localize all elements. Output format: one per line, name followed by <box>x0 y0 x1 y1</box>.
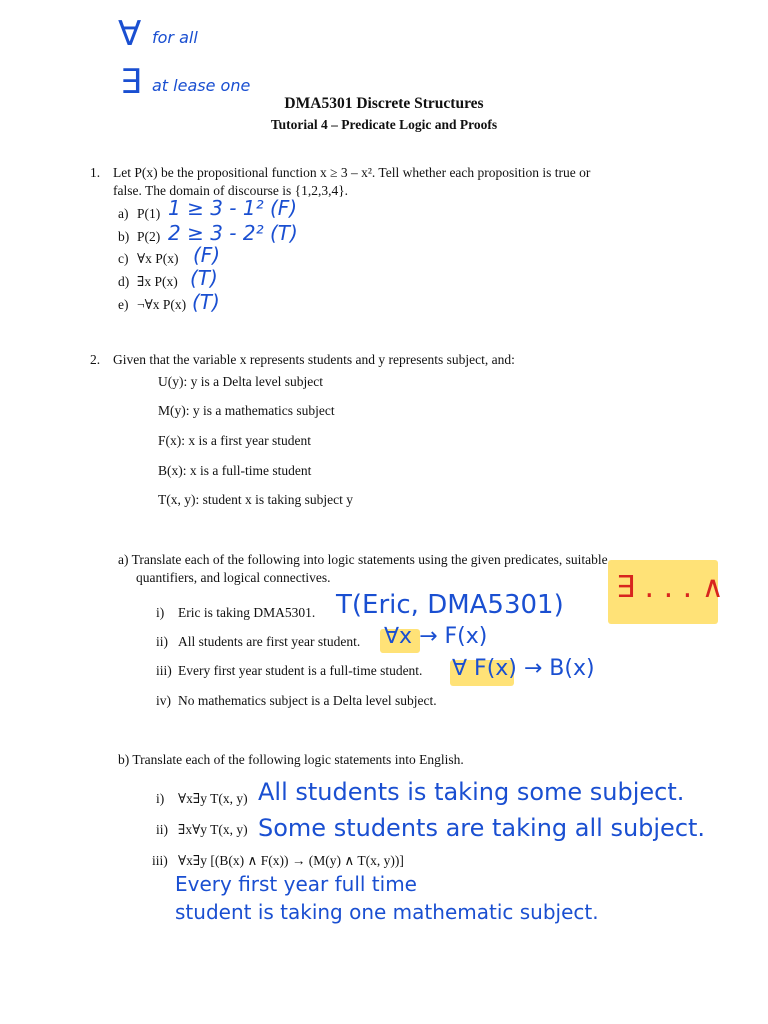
q2a-item-i-answer: T(Eric, DMA5301) <box>336 590 564 620</box>
q2a-item-i-text: Eric is taking DMA5301. <box>178 605 316 620</box>
q2b-item-ii-text: ∃x∀y T(x, y) <box>178 822 248 837</box>
q1-item-a-label: a) <box>118 206 129 221</box>
q2b-item-iii-label: iii) <box>152 853 168 868</box>
exists-symbol: ∃ <box>120 62 142 102</box>
q2-predicate-f: F(x): x is a first year student <box>158 433 311 448</box>
q1-text-line2: false. The domain of discourse is {1,2,3,4}. <box>113 183 349 198</box>
q2b-item-ii-answer: Some students are taking all subject. <box>258 814 706 842</box>
q2a-item-iii-label: iii) <box>156 663 172 678</box>
q1-item-b-label: b) <box>118 229 130 244</box>
q2a-item-ii-answer: ∀x → F(x) <box>384 624 488 649</box>
q2a-side-note: ∃ . . . ∧ <box>616 570 724 605</box>
q2-predicate-u: U(y): y is a Delta level subject <box>158 374 323 389</box>
q2b-item-i-answer: All students is taking some subject. <box>258 778 685 806</box>
q2-predicate-t: T(x, y): student x is taking subject y <box>158 492 353 507</box>
forall-note: for all <box>152 28 198 47</box>
q2a-instruction-line2: quantifiers, and logical connectives. <box>136 570 331 585</box>
q1-item-a-answer: 1 ≥ 3 - 1² (F) <box>168 196 298 220</box>
q2-intro: Given that the variable x represents students and y represents subject, and: <box>113 352 515 367</box>
q2-predicate-b: B(x): x is a full-time student <box>158 463 312 478</box>
q1-item-c-label: c) <box>118 251 129 266</box>
page-subtitle: Tutorial 4 – Predicate Logic and Proofs <box>270 117 498 132</box>
q2b-item-iii-text: ∀x∃y [(B(x) ∧ F(x)) → (M(y) ∧ T(x, y))] <box>178 853 404 868</box>
q2a-item-ii-label: ii) <box>156 634 168 649</box>
q1-item-e-label: e) <box>118 297 129 312</box>
q2a-instruction-line1: a) Translate each of the following into logic statements using the given predicates, suitable <box>118 552 608 567</box>
q2a-item-iv-label: iv) <box>156 693 171 708</box>
q2b-item-i-text: ∀x∃y T(x, y) <box>178 791 248 806</box>
q2a-item-iii-answer: ∀ F(x) → B(x) <box>452 656 595 681</box>
q1-item-d-answer: (T) <box>190 266 218 290</box>
forall-symbol: ∀ <box>118 14 142 54</box>
q2b-item-iii-answer-line2: student is taking one mathematic subject. <box>175 900 599 924</box>
q1-item-e-text: ¬∀x P(x) <box>137 297 187 312</box>
q2b-item-iii-answer-line1: Every first year full time <box>175 872 417 896</box>
q2b-instruction: b) Translate each of the following logic statements into English. <box>118 752 464 767</box>
q1-text-line1: Let P(x) be the propositional function x ≥ 3 – x². Tell whether each proposition is true or <box>113 165 591 180</box>
q1-item-d-text: ∃x P(x) <box>137 274 178 289</box>
q1-item-e-answer: (T) <box>192 290 220 314</box>
q1-item-c-answer: (F) <box>193 243 221 267</box>
q1-number: 1. <box>90 165 101 180</box>
q2a-item-i-label: i) <box>156 605 165 620</box>
page-title: DMA5301 Discrete Structures <box>284 95 484 112</box>
q1-item-a-text: P(1) <box>137 206 161 221</box>
q2b-item-i-label: i) <box>156 791 165 806</box>
q1-item-d-label: d) <box>118 274 130 289</box>
q2a-item-ii-text: All students are first year student. <box>178 634 361 649</box>
q2a-item-iii-text: Every first year student is a full-time student. <box>178 663 423 678</box>
q2-number: 2. <box>90 352 101 367</box>
q1-item-c-text: ∀x P(x) <box>137 251 179 266</box>
exists-note: at lease one <box>152 76 251 95</box>
q2-predicate-m: M(y): y is a mathematics subject <box>158 403 335 418</box>
q1-item-b-text: P(2) <box>137 229 161 244</box>
q2b-item-ii-label: ii) <box>156 822 168 837</box>
q2a-item-iv-text: No mathematics subject is a Delta level subject. <box>178 693 437 708</box>
q1-item-b-answer: 2 ≥ 3 - 2² (T) <box>168 221 298 245</box>
